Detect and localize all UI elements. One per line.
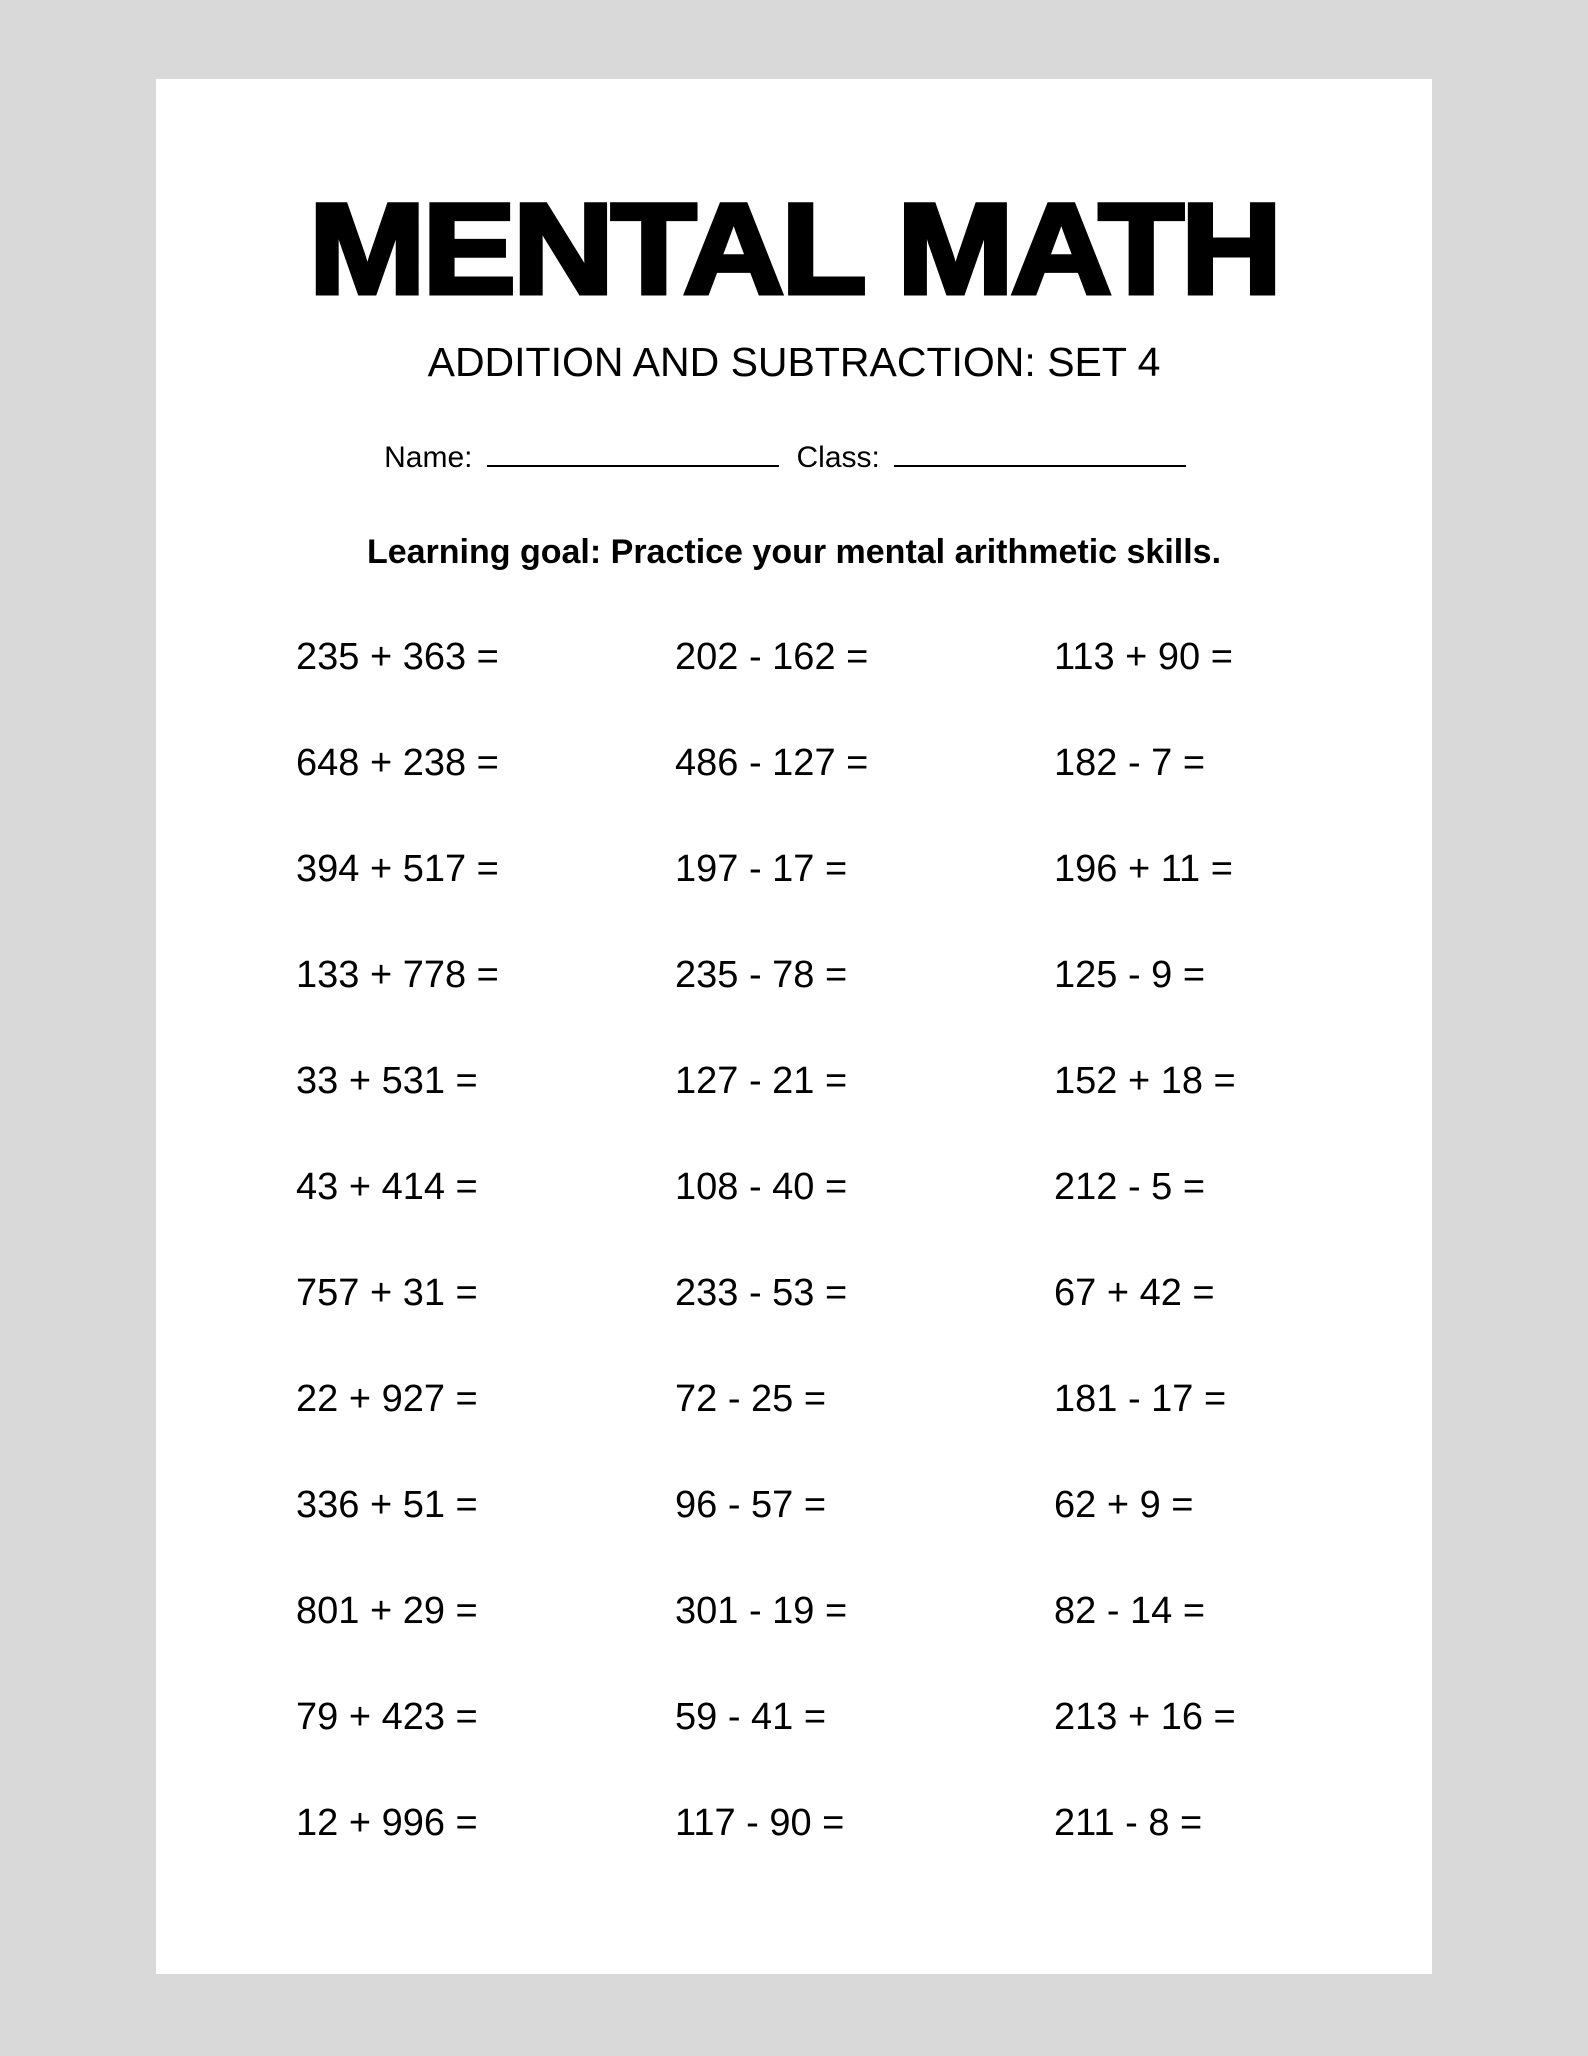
problem-grid bbox=[296, 632, 1354, 1904]
math-problem: 152 + 18 = bbox=[1054, 1060, 1236, 1102]
math-problem: 12 + 996 = bbox=[296, 1802, 478, 1844]
page-title: MENTAL MATH bbox=[308, 176, 1280, 321]
name-blank[interactable] bbox=[487, 437, 779, 467]
math-problem: 43 + 414 = bbox=[296, 1166, 478, 1208]
math-problem: 212 - 5 = bbox=[1054, 1166, 1206, 1208]
math-problem: 235 - 78 = bbox=[675, 954, 848, 996]
math-problem: 197 - 17 = bbox=[675, 848, 848, 890]
math-problem: 79 + 423 = bbox=[296, 1696, 478, 1738]
class-blank[interactable] bbox=[894, 437, 1186, 467]
math-problem: 133 + 778 = bbox=[296, 954, 499, 996]
math-problem: 113 + 90 = bbox=[1054, 636, 1233, 678]
math-problem: 181 - 17 = bbox=[1054, 1378, 1227, 1420]
math-problem: 486 - 127 = bbox=[675, 742, 869, 784]
name-label: Name: bbox=[384, 441, 473, 474]
learning-goal: Learning goal: Practice your mental arithmetic skills. bbox=[366, 533, 1222, 571]
math-problem: 801 + 29 = bbox=[296, 1590, 478, 1632]
math-problem: 67 + 42 = bbox=[1054, 1272, 1215, 1314]
class-label: Class: bbox=[796, 441, 880, 474]
math-problem: 202 - 162 = bbox=[675, 636, 869, 678]
math-problem: 22 + 927 = bbox=[296, 1378, 478, 1420]
student-fields bbox=[156, 437, 1432, 476]
math-problem: 59 - 41 = bbox=[675, 1696, 827, 1738]
math-problem: 108 - 40 = bbox=[675, 1166, 848, 1208]
math-problem: 757 + 31 = bbox=[296, 1272, 478, 1314]
math-problem: 301 - 19 = bbox=[675, 1590, 848, 1632]
math-problem: 96 - 57 = bbox=[675, 1484, 827, 1526]
math-problem: 33 + 531 = bbox=[296, 1060, 478, 1102]
math-problem: 648 + 238 = bbox=[296, 742, 499, 784]
math-problem: 196 + 11 = bbox=[1054, 848, 1233, 890]
math-problem: 213 + 16 = bbox=[1054, 1696, 1236, 1738]
math-problem: 62 + 9 = bbox=[1054, 1484, 1194, 1526]
math-problem: 117 - 90 = bbox=[675, 1802, 845, 1844]
page-subtitle: ADDITION AND SUBTRACTION: SET 4 bbox=[427, 339, 1161, 385]
math-problem: 233 - 53 = bbox=[675, 1272, 848, 1314]
math-problem: 72 - 25 = bbox=[675, 1378, 827, 1420]
math-problem: 235 + 363 = bbox=[296, 636, 499, 678]
math-problem: 127 - 21 = bbox=[675, 1060, 848, 1102]
math-problem: 82 - 14 = bbox=[1054, 1590, 1206, 1632]
math-problem: 211 - 8 = bbox=[1054, 1802, 1203, 1844]
math-problem: 336 + 51 = bbox=[296, 1484, 478, 1526]
math-problem: 125 - 9 = bbox=[1054, 954, 1206, 996]
math-problem: 182 - 7 = bbox=[1054, 742, 1206, 784]
math-problem: 394 + 517 = bbox=[296, 848, 499, 890]
